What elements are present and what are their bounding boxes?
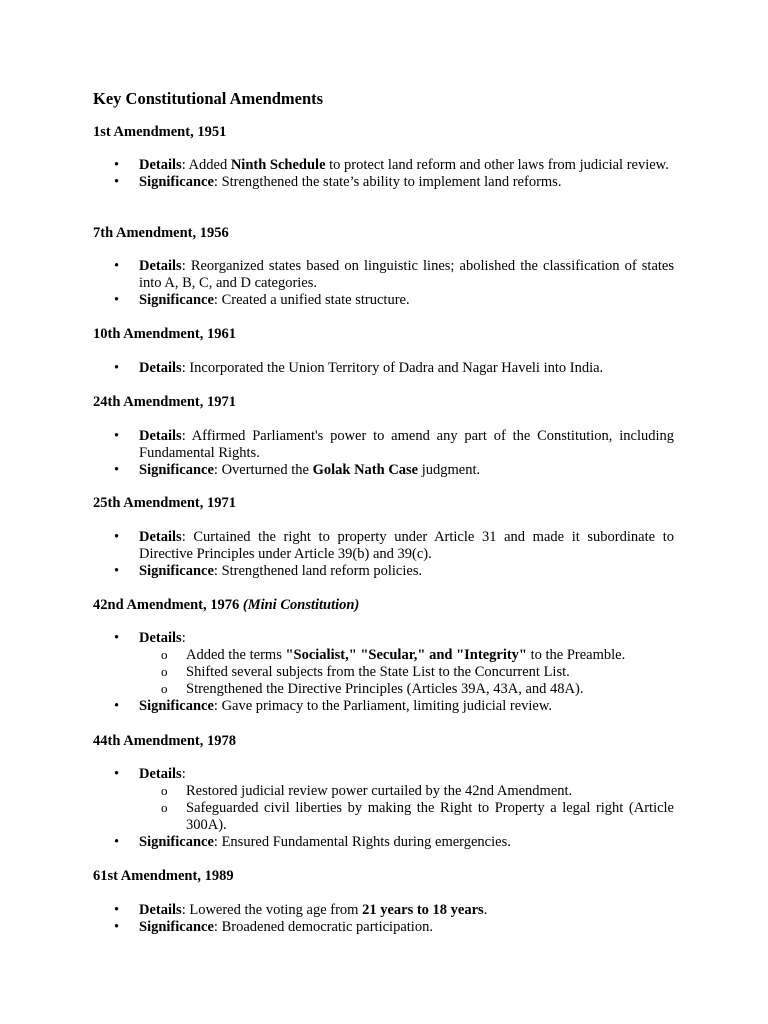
- section-heading-42nd-amendment: [93, 597, 359, 614]
- list-item-details: [93, 902, 674, 919]
- bullet-list: [93, 630, 674, 715]
- list-item-details: [93, 428, 674, 462]
- bullet-list: [93, 157, 674, 191]
- significance-label: Significance: [139, 919, 214, 935]
- details-label: Details: [139, 428, 182, 444]
- heading-text: 24th Amendment, 1971: [93, 394, 236, 410]
- section-heading-10th-amendment: [93, 326, 236, 343]
- details-label: Details: [139, 258, 182, 274]
- sub-list-item: [139, 800, 674, 834]
- details-text: : Added: [181, 157, 231, 173]
- details-bold-text: 21 years to 18 years: [362, 902, 484, 918]
- significance-text: : Ensured Fundamental Rights during emergencies.: [213, 834, 511, 850]
- sub-list: [139, 647, 674, 698]
- section-heading-61st-amendment: [93, 868, 234, 885]
- sub-list-item: [139, 783, 674, 800]
- heading-text: 25th Amendment, 1971: [93, 495, 236, 511]
- sub-item-text: Strengthened the Directive Principles (Articles 39A, 43A, and 48A).: [186, 681, 584, 697]
- details-label: Details: [139, 157, 182, 173]
- details-text: : Affirmed Parliament's power to amend any part of the Constitution, including Fundamental Rights.: [139, 428, 674, 461]
- heading-text: 1st Amendment, 1951: [93, 124, 227, 140]
- details-label: Details: [139, 360, 182, 376]
- heading-text: 10th Amendment, 1961: [93, 326, 236, 342]
- details-bold-text: Ninth Schedule: [230, 157, 326, 173]
- details-text: : Incorporated the Union Territory of Dadra and Nagar Haveli into India.: [181, 360, 604, 376]
- heading-text: 7th Amendment, 1956: [93, 225, 229, 241]
- significance-label: Significance: [139, 834, 214, 850]
- heading-text: 61st Amendment, 1989: [93, 868, 234, 884]
- details-colon: :: [181, 766, 186, 782]
- bullet-list: [93, 428, 674, 479]
- list-item-significance: [93, 174, 674, 191]
- sub-list-item: [139, 681, 674, 698]
- details-text: .: [483, 902, 488, 918]
- details-label: Details: [139, 766, 182, 782]
- significance-label: Significance: [139, 698, 214, 714]
- list-item-significance: [93, 563, 674, 580]
- significance-text: : Created a unified state structure.: [213, 292, 410, 308]
- sub-item-text: Added the terms: [186, 647, 286, 663]
- bullet-list: [93, 766, 674, 851]
- section-heading-24th-amendment: [93, 394, 236, 411]
- list-item-details: [93, 630, 674, 698]
- sub-list: [139, 783, 674, 834]
- sub-item-text: Restored judicial review power curtailed by the 42nd Amendment.: [186, 783, 573, 799]
- details-text: : Lowered the voting age from: [181, 902, 363, 918]
- significance-label: Significance: [139, 292, 214, 308]
- bullet-list: [93, 529, 674, 580]
- list-item-details: [93, 360, 674, 377]
- details-text: : Reorganized states based on linguistic lines; abolished the classification of states into A, B, C, and D categories.: [139, 258, 674, 291]
- section-heading-25th-amendment: [93, 495, 236, 512]
- details-label: Details: [139, 902, 182, 918]
- section-heading-1st-amendment: [93, 124, 226, 141]
- sub-item-text: to the Preamble.: [526, 647, 626, 663]
- list-item-details: [93, 766, 674, 834]
- sub-list-item: [139, 647, 674, 664]
- bullet-list: [93, 258, 674, 309]
- sub-item-bold-text: "Socialist," "Secular," and "Integrity": [285, 647, 527, 663]
- details-colon: :: [181, 630, 186, 646]
- heading-text: 44th Amendment, 1978: [93, 733, 236, 749]
- heading-note: (Mini Constitution): [242, 597, 360, 613]
- list-item-details: [93, 157, 674, 174]
- list-item-significance: [93, 919, 674, 936]
- list-item-significance: [93, 698, 674, 715]
- significance-label: Significance: [139, 174, 214, 190]
- section-heading-7th-amendment: [93, 225, 229, 242]
- document-title: Key Constitutional Amendments: [93, 89, 324, 108]
- sub-list-item: [139, 664, 674, 681]
- list-item-significance: [93, 292, 674, 309]
- significance-text: : Strengthened the state’s ability to implement land reforms.: [213, 174, 562, 190]
- sub-item-text: Shifted several subjects from the State List to the Concurrent List.: [186, 664, 570, 680]
- significance-text: : Strengthened land reform policies.: [213, 563, 423, 579]
- significance-label: Significance: [139, 462, 214, 478]
- bullet-list: [93, 360, 674, 377]
- sub-item-text: Safeguarded civil liberties by making the Right to Property a legal right (Article 300A).: [186, 800, 674, 833]
- significance-text: : Gave primacy to the Parliament, limiting judicial review.: [213, 698, 553, 714]
- details-text: : Curtained the right to property under Article 31 and made it subordinate to Directive Principles under Article 39(b) and 39(c).: [139, 529, 674, 562]
- section-heading-44th-amendment: [93, 733, 236, 750]
- heading-text: 42nd Amendment, 1976: [93, 597, 240, 613]
- significance-text: judgment.: [418, 462, 481, 478]
- significance-bold-text: Golak Nath Case: [312, 462, 419, 478]
- list-item-significance: [93, 834, 674, 851]
- significance-text: : Overturned the: [213, 462, 313, 478]
- bullet-list: [93, 902, 674, 936]
- significance-text: : Broadened democratic participation.: [213, 919, 433, 935]
- details-label: Details: [139, 529, 182, 545]
- list-item-details: [93, 529, 674, 563]
- significance-label: Significance: [139, 563, 214, 579]
- list-item-significance: [93, 462, 674, 479]
- details-label: Details: [139, 630, 182, 646]
- list-item-details: [93, 258, 674, 292]
- details-text: to protect land reform and other laws from judicial review.: [325, 157, 669, 173]
